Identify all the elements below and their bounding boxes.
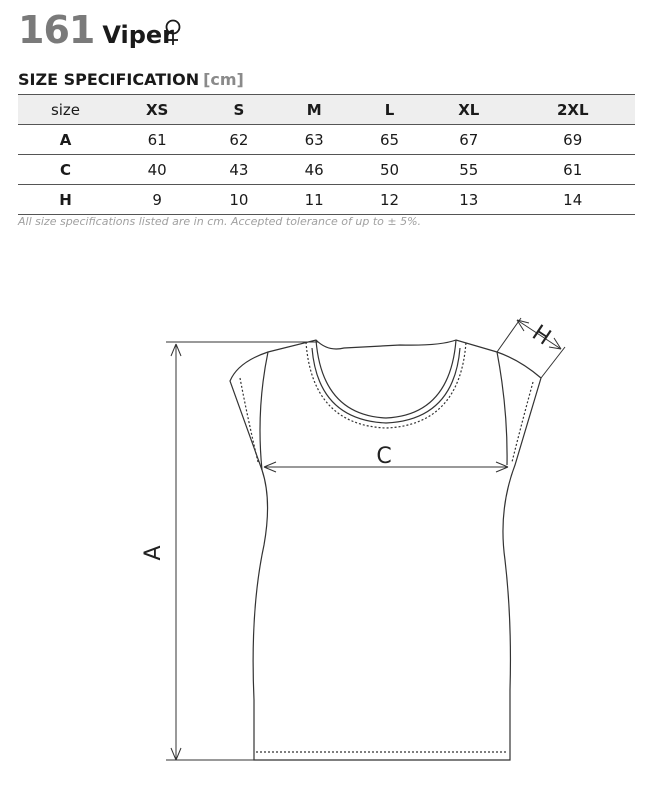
table-cell: 67 [427, 125, 510, 155]
table-cell: 61 [510, 155, 635, 185]
dimension-c-label: C [376, 444, 392, 469]
dimension-a-line [166, 342, 318, 760]
size-spec-unit: [cm] [203, 70, 244, 89]
table-cell: 55 [427, 155, 510, 185]
dimension-h-line [497, 318, 565, 378]
table-cell: 10 [201, 185, 276, 215]
table-cell: 50 [352, 155, 427, 185]
product-code: 161 [18, 8, 95, 52]
table-cell: 69 [510, 125, 635, 155]
table-cell: 11 [277, 185, 352, 215]
table-cell: 14 [510, 185, 635, 215]
dimension-h-label: H [527, 320, 556, 351]
row-label: H [18, 185, 113, 215]
table-cell: 40 [113, 155, 201, 185]
size-spec-title: SIZE SPECIFICATION [18, 70, 200, 89]
tshirt-outline [230, 340, 541, 760]
dimension-a-label: A [141, 545, 166, 561]
table-cell: 62 [201, 125, 276, 155]
table-cell: 46 [277, 155, 352, 185]
column-header: XS [113, 95, 201, 125]
table-cell: 63 [277, 125, 352, 155]
product-name: Viper [102, 21, 174, 49]
table-cell: 61 [113, 125, 201, 155]
table-cell: 12 [352, 185, 427, 215]
column-header: XL [427, 95, 510, 125]
tolerance-note: All size specifications listed are in cm. Accepted tolerance of up to ± 5%. [18, 215, 422, 228]
row-label: A [18, 125, 113, 155]
column-header: M [277, 95, 352, 125]
row-label: C [18, 155, 113, 185]
table-cell: 43 [201, 155, 276, 185]
column-header: S [201, 95, 276, 125]
column-header: L [352, 95, 427, 125]
table-cell: 9 [113, 185, 201, 215]
table-cell: 65 [352, 125, 427, 155]
column-header: size [18, 95, 113, 125]
column-header: 2XL [510, 95, 635, 125]
table-cell: 13 [427, 185, 510, 215]
